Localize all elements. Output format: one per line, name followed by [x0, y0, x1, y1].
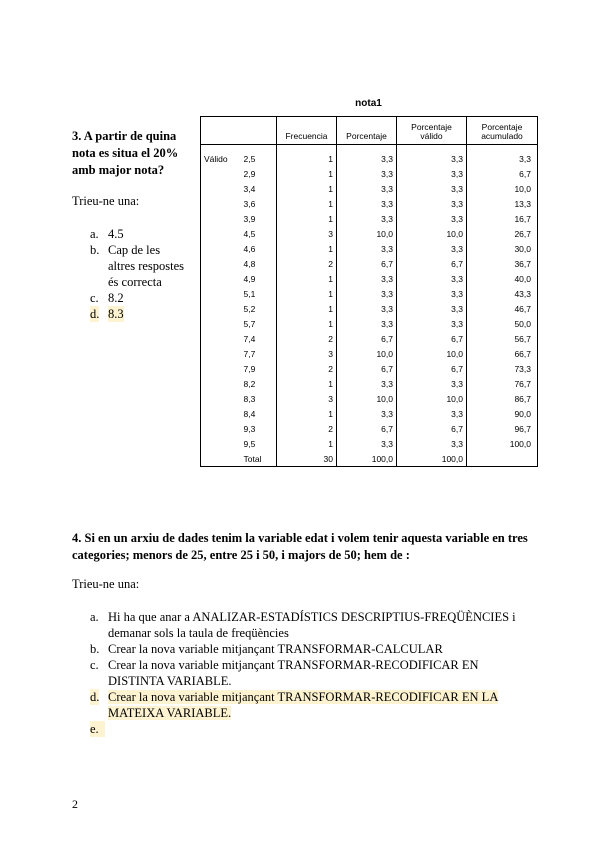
row-cell: 6,7 — [397, 256, 467, 271]
row-cell: 16,7 — [467, 211, 538, 226]
q4-option-b-text: Crear la nova variable mitjançant TRANSFORMAR-CALCULAR — [108, 642, 443, 656]
row-value: 2,5 — [241, 151, 277, 166]
row-cell: 3,3 — [337, 301, 397, 316]
row-cell: 1 — [277, 316, 337, 331]
total-label: Total — [241, 451, 277, 467]
row-cell: 6,7 — [337, 256, 397, 271]
row-group-label — [201, 301, 241, 316]
q4-option-d-text — [108, 689, 528, 721]
table-row — [201, 211, 538, 226]
row-cell: 3,3 — [397, 406, 467, 421]
row-value: 3,9 — [241, 211, 277, 226]
row-cell: 90,0 — [467, 406, 538, 421]
q4-option-e-letter: e. — [90, 721, 105, 737]
table-row — [201, 376, 538, 391]
row-group-label — [201, 331, 241, 346]
row-group-label — [201, 406, 241, 421]
row-cell: 30,0 — [467, 241, 538, 256]
table-row — [201, 196, 538, 211]
table-row — [201, 316, 538, 331]
row-cell: 96,7 — [467, 421, 538, 436]
header-porcentaje: Porcentaje — [337, 117, 397, 145]
table-title: nota1 — [355, 98, 382, 109]
total-blank — [201, 451, 241, 467]
row-cell: 3,3 — [337, 196, 397, 211]
row-cell: 3,3 — [337, 406, 397, 421]
q3-option-b-letter: b. — [90, 243, 100, 257]
table-row — [201, 181, 538, 196]
row-value: 3,6 — [241, 196, 277, 211]
q4-option-b-letter: b. — [90, 642, 100, 656]
q4-option-d-letter: d. — [90, 690, 100, 704]
table-row — [201, 406, 538, 421]
q3-option-c-letter: c. — [90, 291, 99, 305]
row-group-label — [201, 376, 241, 391]
row-value: 3,4 — [241, 181, 277, 196]
row-cell: 3,3 — [397, 241, 467, 256]
table-row — [201, 361, 538, 376]
row-cell: 3,3 — [337, 151, 397, 166]
page-number: 2 — [72, 797, 78, 811]
row-cell: 3,3 — [397, 316, 467, 331]
row-cell: 3,3 — [337, 436, 397, 451]
row-cell: 2 — [277, 256, 337, 271]
q3-option-b[interactable] — [90, 242, 200, 290]
row-cell: 10,0 — [397, 391, 467, 406]
row-cell: 3,3 — [337, 181, 397, 196]
row-group-label — [201, 181, 241, 196]
row-cell: 10,0 — [337, 226, 397, 241]
row-cell: 3,3 — [397, 196, 467, 211]
row-cell: 50,0 — [467, 316, 538, 331]
table-row — [201, 256, 538, 271]
row-cell: 10,0 — [467, 181, 538, 196]
row-group-label: Válido — [201, 151, 241, 166]
row-cell: 3 — [277, 346, 337, 361]
total-blank-last — [467, 451, 538, 467]
row-cell: 2 — [277, 361, 337, 376]
row-cell: 86,7 — [467, 391, 538, 406]
q3-option-c-text: 8.2 — [108, 291, 124, 305]
row-cell: 3,3 — [397, 271, 467, 286]
row-cell: 6,7 — [397, 331, 467, 346]
row-cell: 1 — [277, 181, 337, 196]
row-cell: 46,7 — [467, 301, 538, 316]
row-cell: 3,3 — [397, 376, 467, 391]
row-cell: 6,7 — [337, 331, 397, 346]
row-cell: 3,3 — [397, 166, 467, 181]
question-3-title: 3. A partir de quina nota es situa el 20% amb major nota? — [72, 129, 179, 177]
row-cell: 3,3 — [397, 181, 467, 196]
q3-option-d-letter: d. — [90, 307, 100, 321]
row-cell: 3,3 — [337, 166, 397, 181]
q4-option-e[interactable] — [90, 721, 540, 737]
row-cell: 2 — [277, 331, 337, 346]
row-value: 9,3 — [241, 421, 277, 436]
table-row — [201, 346, 538, 361]
row-cell: 3,3 — [337, 316, 397, 331]
row-cell: 3 — [277, 391, 337, 406]
row-cell: 1 — [277, 211, 337, 226]
row-cell: 66,7 — [467, 346, 538, 361]
row-value: 5,1 — [241, 286, 277, 301]
table-row — [201, 286, 538, 301]
row-cell: 1 — [277, 406, 337, 421]
question-3-prompt: Trieu-ne una: — [72, 194, 140, 208]
row-group-label — [201, 421, 241, 436]
row-cell: 1 — [277, 196, 337, 211]
row-group-label — [201, 196, 241, 211]
header-blank-2 — [241, 117, 277, 145]
row-value: 4,8 — [241, 256, 277, 271]
row-group-label — [201, 316, 241, 331]
row-cell: 6,7 — [397, 361, 467, 376]
row-cell: 26,7 — [467, 226, 538, 241]
row-group-label — [201, 211, 241, 226]
q4-option-a[interactable] — [90, 609, 540, 641]
row-value: 4,9 — [241, 271, 277, 286]
table-row — [201, 391, 538, 406]
row-cell: 3,3 — [337, 271, 397, 286]
q4-option-d-highlight: Crear la nova variable mitjançant TRANSFORMAR-RECODIFICAR EN LA MATEIXA VARIABLE. — [108, 690, 499, 720]
row-cell: 3,3 — [397, 211, 467, 226]
row-cell: 3 — [277, 226, 337, 241]
q3-option-c[interactable] — [90, 290, 200, 306]
row-cell: 10,0 — [337, 391, 397, 406]
total-cell: 30 — [277, 451, 337, 467]
row-value: 7,7 — [241, 346, 277, 361]
table-row — [201, 166, 538, 181]
row-cell: 100,0 — [467, 436, 538, 451]
row-cell: 1 — [277, 376, 337, 391]
q4-option-b[interactable] — [90, 641, 540, 657]
row-cell: 10,0 — [397, 346, 467, 361]
question-4-title: 4. Si en un arxiu de dades tenim la variable edat i volem tenir aquesta variable en tres categories; menors de 25, entre 25 i 50, i majors de 50; hem de : — [72, 531, 528, 562]
q3-option-a-letter: a. — [90, 227, 99, 241]
q3-option-d-text: 8.3 — [108, 307, 124, 321]
row-cell: 76,7 — [467, 376, 538, 391]
row-value: 5,7 — [241, 316, 277, 331]
row-cell: 1 — [277, 301, 337, 316]
row-cell: 1 — [277, 271, 337, 286]
row-group-label — [201, 361, 241, 376]
row-cell: 3,3 — [397, 301, 467, 316]
row-cell: 3,3 — [397, 436, 467, 451]
table-row — [201, 271, 538, 286]
q4-option-c-text: Crear la nova variable mitjançant TRANSFORMAR-RECODIFICAR EN DISTINTA VARIABLE. — [108, 658, 479, 688]
q4-option-c-letter: c. — [90, 658, 99, 672]
header-porcentaje-valido: Porcentaje válido — [397, 117, 467, 145]
header-frecuencia: Frecuencia — [277, 117, 337, 145]
row-group-label — [201, 166, 241, 181]
table-total-row — [201, 451, 538, 467]
row-group-label — [201, 256, 241, 271]
row-cell: 3,3 — [337, 211, 397, 226]
row-group-label — [201, 226, 241, 241]
q4-option-a-letter: a. — [90, 610, 99, 624]
row-cell: 73,3 — [467, 361, 538, 376]
row-cell: 6,7 — [337, 361, 397, 376]
row-cell: 1 — [277, 286, 337, 301]
row-value: 9,5 — [241, 436, 277, 451]
row-cell: 1 — [277, 151, 337, 166]
row-value: 8,4 — [241, 406, 277, 421]
table-row — [201, 331, 538, 346]
question-4-prompt: Trieu-ne una: — [72, 577, 140, 591]
q3-option-a[interactable] — [90, 226, 200, 242]
q3-option-a-text: 4.5 — [108, 227, 124, 241]
q4-option-a-text: Hi ha que anar a ANALIZAR-ESTADÍSTICS DESCRIPTIUS-FREQÜÈNCIES i demanar sols la taula de freqüències — [108, 610, 516, 640]
row-cell: 3,3 — [397, 151, 467, 166]
q3-option-b-text: Cap de les altres respostes és correcta — [108, 243, 185, 289]
frequency-table — [200, 116, 538, 467]
header-porcentaje-acumulado: Porcentaje acumulado — [467, 117, 538, 145]
row-cell: 3,3 — [337, 286, 397, 301]
q3-option-d[interactable] — [90, 306, 200, 322]
row-cell: 3,3 — [397, 286, 467, 301]
row-value: 5,2 — [241, 301, 277, 316]
table-row — [201, 436, 538, 451]
row-group-label — [201, 286, 241, 301]
row-value: 7,4 — [241, 331, 277, 346]
row-cell: 10,0 — [397, 226, 467, 241]
row-cell: 36,7 — [467, 256, 538, 271]
row-value: 4,6 — [241, 241, 277, 256]
row-cell: 43,3 — [467, 286, 538, 301]
row-group-label — [201, 346, 241, 361]
row-cell: 13,3 — [467, 196, 538, 211]
row-group-label — [201, 391, 241, 406]
row-cell: 1 — [277, 436, 337, 451]
table-row — [201, 151, 538, 166]
row-cell: 56,7 — [467, 331, 538, 346]
row-value: 4,5 — [241, 226, 277, 241]
header-blank-1 — [201, 117, 241, 145]
row-value: 7,9 — [241, 361, 277, 376]
row-cell: 6,7 — [467, 166, 538, 181]
q4-option-c[interactable] — [90, 657, 540, 689]
row-value: 2,9 — [241, 166, 277, 181]
row-cell: 3,3 — [337, 241, 397, 256]
row-group-label — [201, 436, 241, 451]
row-value: 8,2 — [241, 376, 277, 391]
total-cell: 100,0 — [397, 451, 467, 467]
row-cell: 2 — [277, 421, 337, 436]
row-cell: 1 — [277, 241, 337, 256]
row-group-label — [201, 271, 241, 286]
q4-option-d[interactable] — [90, 689, 540, 721]
row-cell: 6,7 — [397, 421, 467, 436]
row-cell: 6,7 — [337, 421, 397, 436]
row-cell: 1 — [277, 166, 337, 181]
row-cell: 3,3 — [337, 376, 397, 391]
table-row — [201, 226, 538, 241]
table-row — [201, 301, 538, 316]
row-group-label — [201, 241, 241, 256]
table-row — [201, 241, 538, 256]
table-row — [201, 421, 538, 436]
row-cell: 3,3 — [467, 151, 538, 166]
row-cell: 10,0 — [337, 346, 397, 361]
row-cell: 40,0 — [467, 271, 538, 286]
row-value: 8,3 — [241, 391, 277, 406]
total-cell: 100,0 — [337, 451, 397, 467]
